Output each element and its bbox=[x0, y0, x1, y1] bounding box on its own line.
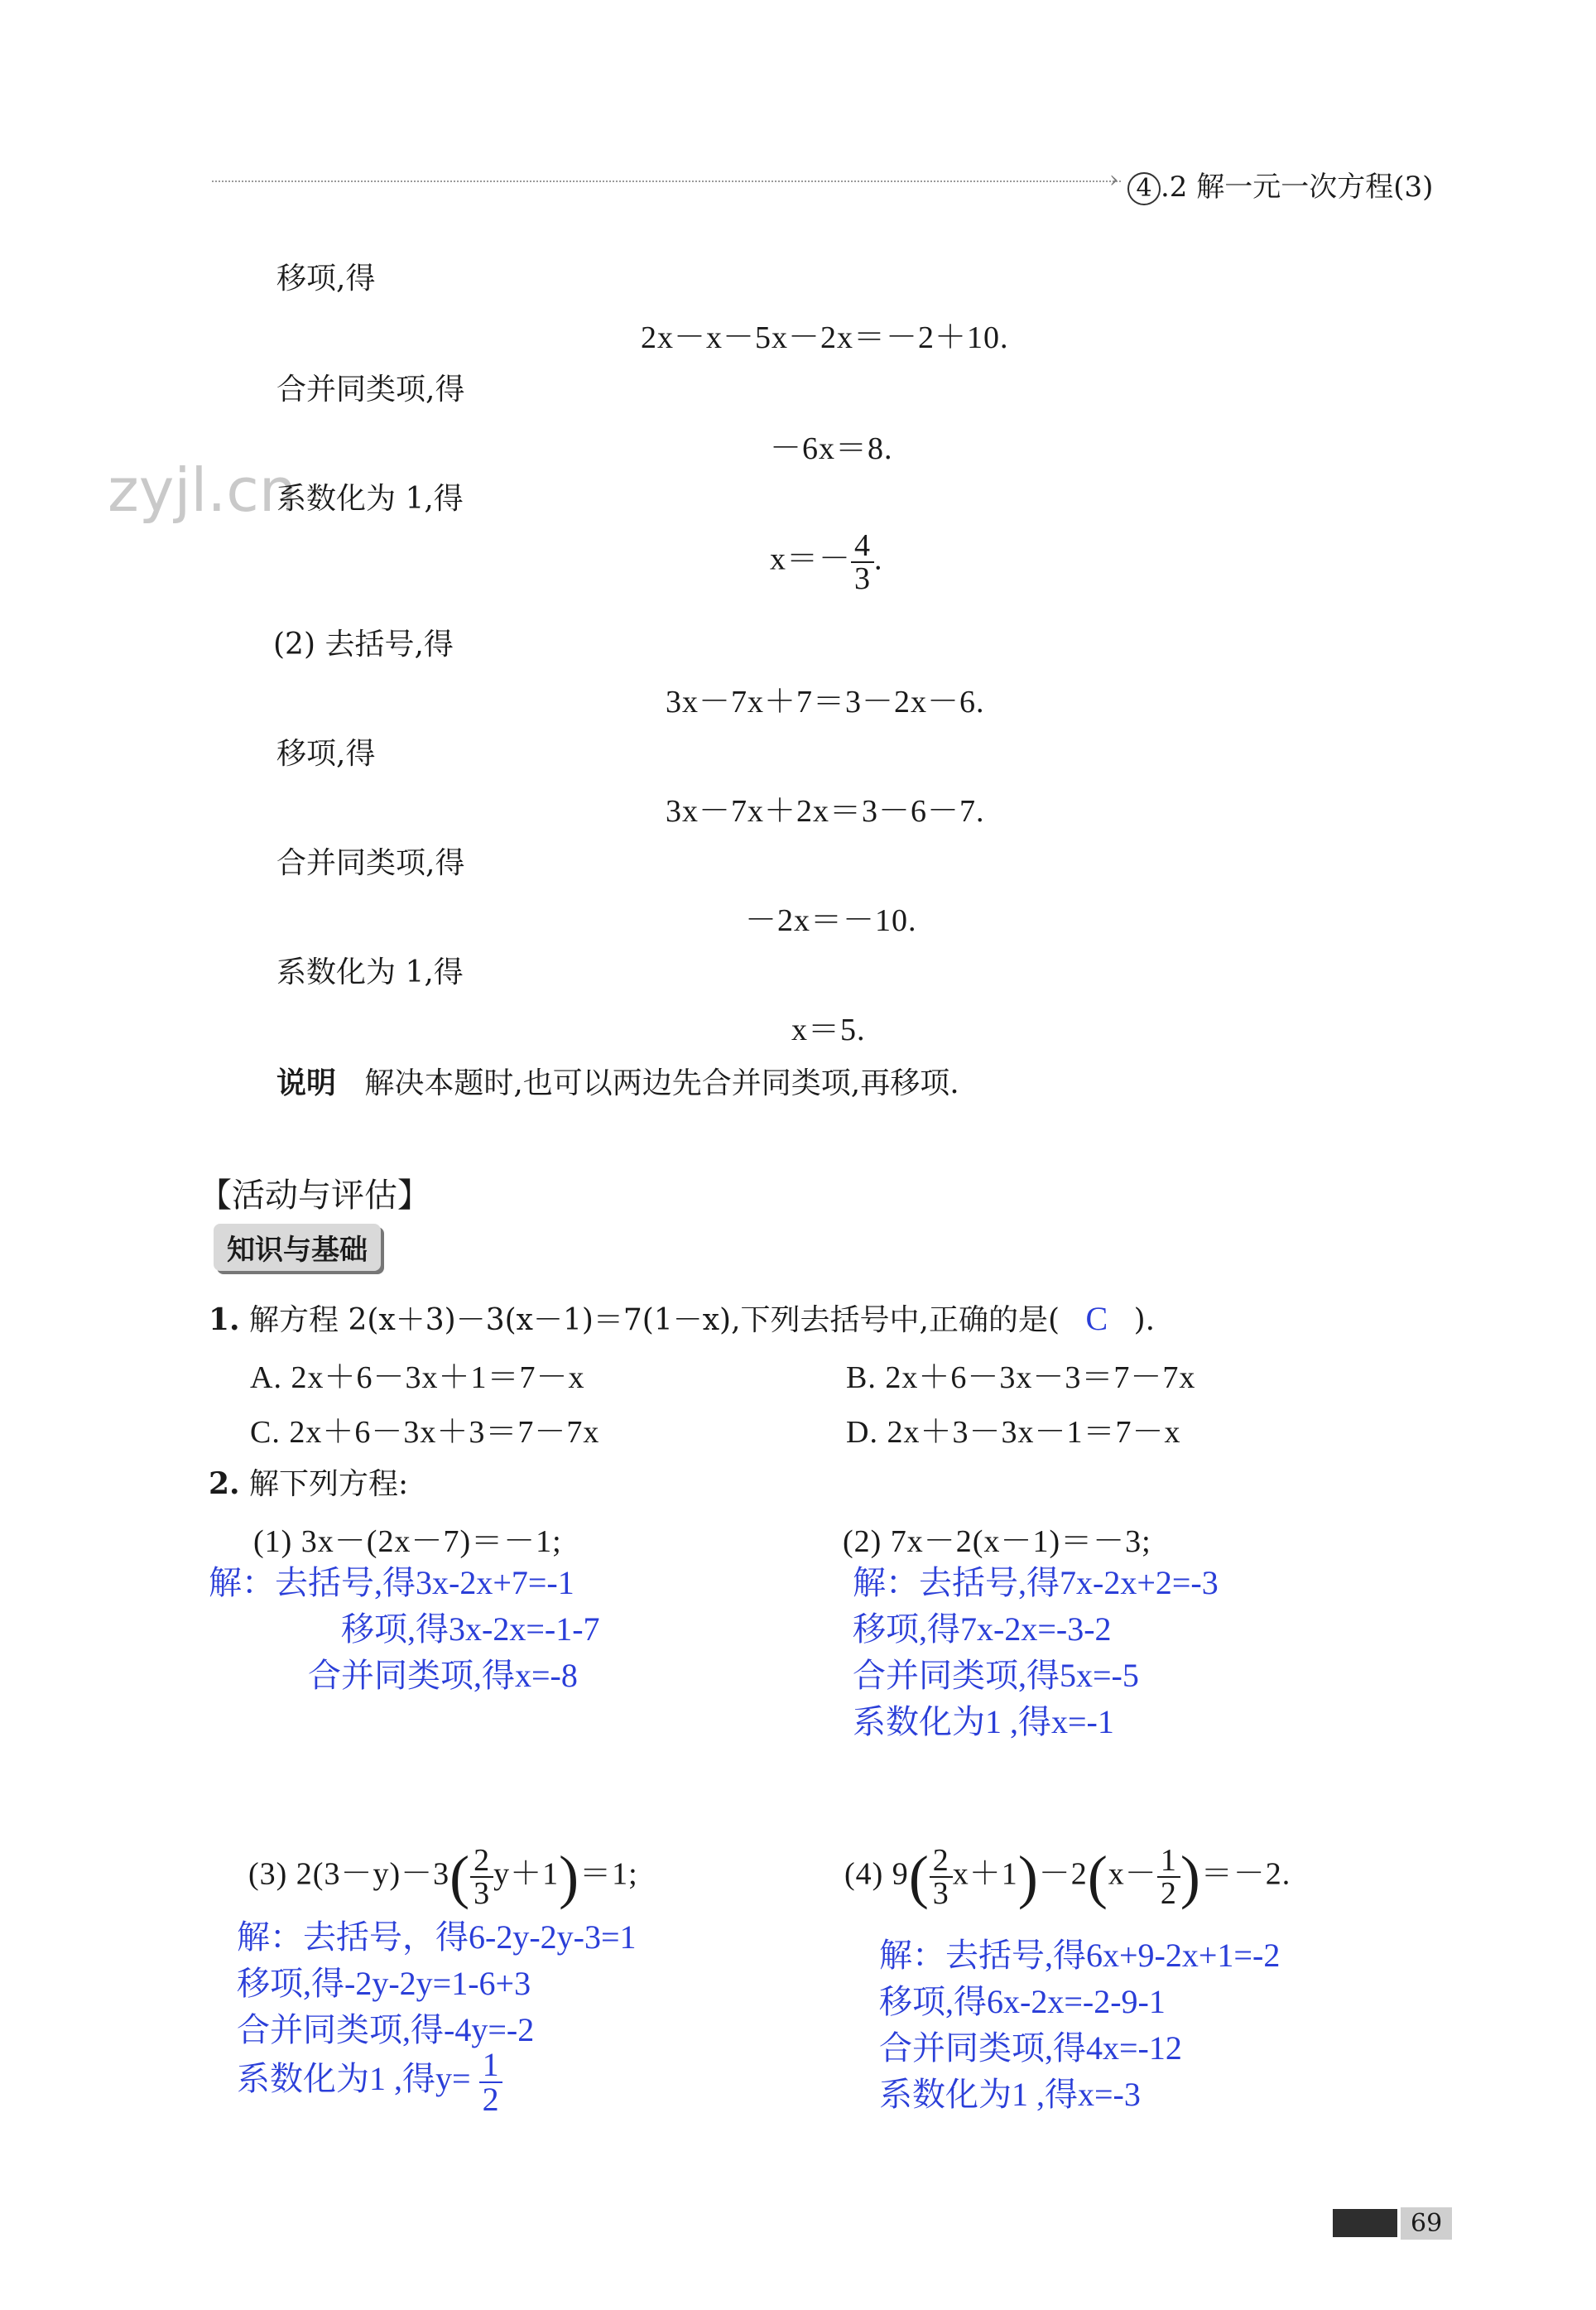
chapter-circle: 4 bbox=[1127, 172, 1161, 205]
q1-option-b bbox=[846, 1351, 1195, 1397]
q2-p1-line1: 解：去括号,得3x-2x+7=-1 bbox=[209, 1564, 574, 1601]
option-text: 2x＋3－3x－1＝7－x bbox=[887, 1415, 1181, 1450]
problem-part: ＝1; bbox=[579, 1856, 638, 1892]
q1-stem bbox=[209, 1297, 1155, 1339]
part2-combine-label: 合并同类项,得 bbox=[276, 846, 465, 880]
q2-p4-line3: 合并同类项,得4x=-12 bbox=[879, 2029, 1182, 2067]
step-combine-label: 合并同类项,得 bbox=[276, 373, 465, 407]
section-header-text: .2 解一元一次方程(3) bbox=[1161, 171, 1434, 204]
equation-combine: －6x＝8. bbox=[770, 431, 893, 466]
option-label: A. bbox=[250, 1360, 282, 1395]
q2-p2-line1: 解：去括号,得7x-2x+2=-3 bbox=[853, 1564, 1219, 1601]
fraction bbox=[930, 1845, 953, 1909]
part2-eq1: 3x－7x＋7＝3－2x－6. bbox=[666, 685, 985, 719]
fraction-numerator: 1 bbox=[479, 2048, 502, 2083]
fraction bbox=[851, 530, 874, 594]
header-arrow-icon: › bbox=[1109, 166, 1119, 193]
fraction-numerator: 2 bbox=[930, 1845, 953, 1878]
q2-p1-line2: 移项,得3x-2x=-1-7 bbox=[341, 1610, 600, 1648]
equation-coef bbox=[770, 530, 883, 594]
answer-prefix: 系数化为1 ,得y= bbox=[237, 2060, 471, 2098]
section-title: 【活动与评估】 bbox=[199, 1177, 430, 1215]
part2-coef-label: 系数化为 1,得 bbox=[276, 955, 464, 989]
q1-stem-after: ). bbox=[1133, 1303, 1156, 1337]
fraction-numerator: 2 bbox=[470, 1845, 493, 1878]
fraction-denominator: 3 bbox=[932, 1876, 949, 1911]
q2-number: 2. bbox=[209, 1466, 240, 1501]
problem-part: (4) 9 bbox=[844, 1856, 909, 1892]
part2-eq2: 3x－7x＋2x＝3－6－7. bbox=[666, 794, 985, 829]
knowledge-badge: 知识与基础 bbox=[214, 1224, 381, 1271]
option-label: B. bbox=[846, 1360, 877, 1395]
paren-open: ( bbox=[449, 1844, 471, 1910]
q2-p2-line2: 移项,得7x-2x=-3-2 bbox=[853, 1610, 1112, 1648]
part2-label: (2) 去括号,得 bbox=[273, 628, 454, 662]
paren-open: ( bbox=[1087, 1844, 1108, 1910]
header-rule bbox=[212, 180, 1121, 182]
option-text: 2x＋6－3x＋3＝7－7x bbox=[289, 1415, 600, 1450]
problem-part: (3) 2(3－y)－3 bbox=[248, 1856, 450, 1892]
equation-move: 2x－x－5x－2x＝－2＋10. bbox=[641, 320, 1009, 355]
paren-close: ) bbox=[1017, 1844, 1039, 1910]
section-header bbox=[1127, 164, 1433, 205]
paren-close: ) bbox=[1180, 1844, 1201, 1910]
problem-part: x＋1 bbox=[952, 1856, 1018, 1892]
q2-p4-line4: 系数化为1 ,得x=-3 bbox=[879, 2076, 1141, 2113]
q1-number: 1. bbox=[209, 1302, 240, 1337]
q2-p3-line1: 解：去括号，得6-2y-2y-3=1 bbox=[237, 1918, 637, 1956]
q1-option-a bbox=[250, 1351, 584, 1397]
page-number-bar bbox=[1333, 2209, 1397, 2237]
watermark: zyjl.cn bbox=[108, 455, 297, 525]
q2-p2-line4: 系数化为1 ,得x=-1 bbox=[853, 1703, 1114, 1740]
problem-part: －2 bbox=[1038, 1856, 1088, 1892]
problem-part: y＋1 bbox=[493, 1856, 560, 1892]
option-label: D. bbox=[846, 1415, 878, 1450]
q2-p1-problem: (1) 3x－(2x－7)＝－1; bbox=[253, 1524, 562, 1559]
page-number: 69 bbox=[1401, 2207, 1452, 2240]
q1-stem-before: 解方程 2(x＋3)－3(x－1)＝7(1－x),下列去括号中,正确的是( bbox=[249, 1303, 1060, 1337]
fraction bbox=[470, 1845, 493, 1909]
paren-close: ) bbox=[559, 1844, 580, 1910]
q2-p4-line1: 解：去括号,得6x+9-2x+1=-2 bbox=[879, 1937, 1281, 1974]
paren-open: ( bbox=[908, 1844, 930, 1910]
equation-coef-suffix: . bbox=[874, 541, 883, 577]
q2-p3-problem bbox=[248, 1845, 638, 1909]
fraction bbox=[1157, 1845, 1180, 1909]
fraction-denominator: 2 bbox=[482, 2081, 499, 2118]
q2-p2-problem: (2) 7x－2(x－1)＝－3; bbox=[843, 1524, 1151, 1559]
step-coef-label: 系数化为 1,得 bbox=[276, 482, 464, 516]
step-move-label: 移项,得 bbox=[276, 262, 376, 296]
fraction-numerator: 4 bbox=[851, 530, 874, 563]
q2-p4-line2: 移项,得6x-2x=-2-9-1 bbox=[879, 1983, 1166, 2020]
q2-stem bbox=[209, 1461, 408, 1503]
fraction-denominator: 2 bbox=[1160, 1876, 1177, 1911]
option-label: C. bbox=[250, 1415, 281, 1450]
fraction bbox=[479, 2048, 502, 2116]
note bbox=[276, 1060, 959, 1102]
option-text: 2x＋6－3x＋1＝7－x bbox=[291, 1360, 585, 1395]
q2-p3-line3: 合并同类项,得-4y=-2 bbox=[237, 2011, 535, 2048]
part2-move-label: 移项,得 bbox=[276, 737, 376, 771]
q2-p3-line4 bbox=[237, 2048, 502, 2116]
fraction-numerator: 1 bbox=[1157, 1845, 1180, 1878]
note-text: 解决本题时,也可以两边先合并同类项,再移项. bbox=[364, 1066, 959, 1100]
note-label: 说明 bbox=[276, 1066, 337, 1100]
problem-part: ＝－2. bbox=[1200, 1856, 1291, 1892]
fraction-denominator: 3 bbox=[474, 1876, 491, 1911]
q2-p2-line3: 合并同类项,得5x=-5 bbox=[853, 1657, 1139, 1694]
q1-answer: C bbox=[1085, 1300, 1108, 1337]
problem-part: x－ bbox=[1108, 1856, 1157, 1892]
part2-eq3: －2x＝－10. bbox=[745, 903, 917, 938]
part2-eq4: x＝5. bbox=[791, 1013, 866, 1047]
q2-p1-line3: 合并同类项,得x=-8 bbox=[308, 1657, 578, 1694]
q1-option-c bbox=[250, 1406, 599, 1451]
fraction-denominator: 3 bbox=[854, 561, 872, 596]
q2-p3-line2: 移项,得-2y-2y=1-6+3 bbox=[237, 1965, 531, 2002]
q2-p4-problem bbox=[844, 1845, 1291, 1909]
q1-option-d bbox=[846, 1406, 1180, 1451]
option-text: 2x＋6－3x－3＝7－7x bbox=[885, 1360, 1196, 1395]
q2-stem-text: 解下列方程: bbox=[249, 1467, 409, 1501]
equation-coef-prefix: x＝－ bbox=[770, 541, 852, 577]
